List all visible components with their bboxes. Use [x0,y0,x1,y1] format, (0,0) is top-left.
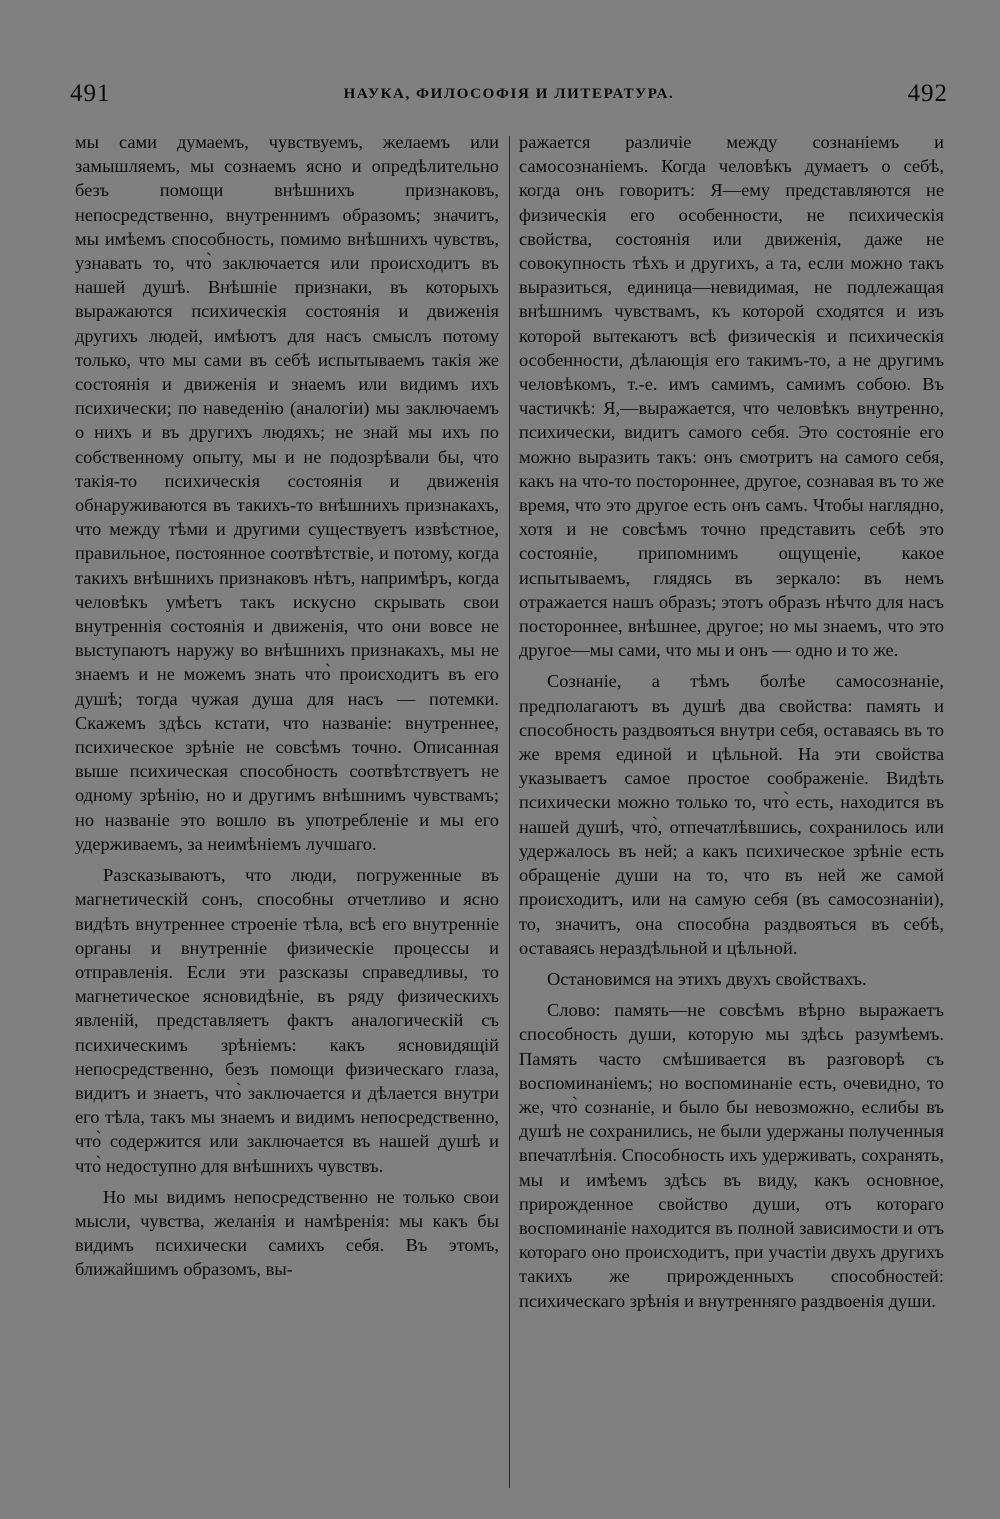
right-column [519,130,944,1320]
left-paragraph-3: Но мы видимъ непосредственно не только свои мысли, чувства, желанія и намѣренія: мы какъ бы видимъ психически самихъ себя. Въ этомъ, ближайшимъ образомъ, вы- [75,1186,499,1280]
running-header [70,80,948,114]
left-paragraph-1: мы сами думаемъ, чувствуемъ, желаемъ или замышляемъ, мы сознаемъ ясно и опредѣлительно безъ помощи внѣшнихъ признаковъ, непосредственно, внутреннимъ образомъ; значитъ, мы имѣемъ способность, помимо внѣшнихъ чувствъ, узнавать то, что̀ заключается или происходитъ въ нашей душѣ. Внѣшніе признаки, въ которыхъ выражаются психическія состоянія и движенія другихъ людей, имѣютъ для насъ смыслъ потому только, что мы сами въ себѣ испытываемъ такія же состоянія и движенія и знаемъ или видимъ ихъ психически; по наведенію (аналогіи) мы заключаемъ о нихъ и въ другихъ людяхъ; не знай мы ихъ по собственному опыту, мы и не подозрѣвали бы, что такія-то психическія состоянія и движенія обнаруживаются въ такихъ-то внѣшнихъ признакахъ, что между тѣми и другими существуетъ извѣстное, правильное, постоянное соотвѣтствіе, и потому, когда такихъ внѣшнихъ признаковъ нѣтъ, напримѣръ, когда человѣкъ умѣетъ такъ искусно скрывать свои внутреннія состоянія и движенія, что они вовсе не выступаютъ наружу во внѣшнихъ признакахъ, мы не знаемъ и не можемъ знать что̀ происходитъ въ его душѣ; тогда чужая душа для насъ — потемки. Скажемъ здѣсь кстати, что названіе: внутреннее, психическое зрѣніе не совсѣмъ точно. Описанная выше психическая способность соотвѣтствуетъ не одному зрѣнію, но и другимъ внѣшнимъ чувствамъ; но названіе это вошло въ употребленіе и мы его удерживаемъ, за неимѣніемъ лучшаго. [75,132,499,854]
left-paragraph-2: Разсказываютъ, что люди, погруженные въ магнетическій сонъ, способны отчетливо и ясно видѣть внутреннее строеніе тѣла, всѣ его внутренніе органы и внутренніе физическіе процессы и отправленія. Если эти разсказы справедливы, то магнетическое ясновидѣніе, въ ряду физическихъ явленій, представляетъ фактъ аналогическій съ психическимъ зрѣніемъ: какъ ясновидящій непосредственно, безъ помощи физическаго глаза, видитъ и знаетъ, что̀ заключается и дѣлается внутри его тѣла, такъ мы знаемъ и видимъ непосредственно, что̀ содержится или заключается въ нашей душѣ и что̀ недоступно для внѣшнихъ чувствъ. [75,865,499,1176]
left-column [75,130,499,1289]
right-paragraph-3: Остановимся на этихъ двухъ свойствахъ. [547,968,867,989]
page-number-left: 491 [70,80,111,107]
running-title: НАУКА, ФИЛОСОФІЯ И ЛИТЕРАТУРА. [343,86,675,102]
page-number-right: 492 [907,80,948,107]
right-paragraph-1: ражается различіе между сознаніемъ и самосознаніемъ. Когда человѣкъ думаетъ о себѣ, когда онъ говоритъ: Я—ему представляются не физическія его особенности, не психическія свойства, состоянія или движенія, даже не совокупность тѣхъ и другихъ, а та, если можно такъ выразиться, единица—невидимая, не подлежащая внѣшнимъ чувствамъ, къ которой сходятся и изъ которой вытекаютъ всѣ физическія и психическія особенности, дѣлающія его такимъ-то, а не другимъ человѣкомъ, т.-е. имъ самимъ, самимъ собою. Въ частичкѣ: Я,—выражается, что человѣкъ внутренно, психически, видитъ самого себя. Это состояніе его можно выразить такъ: онъ смотритъ на самого себя, какъ на что-то постороннее, другое, сознавая въ то же время, что это другое есть онъ самъ. Чтобы наглядно, хотя и не совсѣмъ точно представить себѣ это состояніе, припомнимъ ощущеніе, какое испытываемъ, глядясь въ зеркало: въ немъ отражается нашъ образъ; этотъ образъ нѣчто для насъ постороннее, внѣшнее, другое; но мы знаемъ, что это другое—мы сами, что мы и онъ — одно и то же. [519,132,944,661]
column-divider [509,136,510,1488]
right-paragraph-2: Сознаніе, а тѣмъ болѣе самосознаніе, предполагаютъ въ душѣ два свойства: память и способность раздвояться внутри себя, оставаясь въ то же время единой и цѣльной. На эти свойства указываетъ самое простое соображеніе. Видѣть психически можно только то, что̀ есть, находится въ нашей душѣ, что̀, отпечатлѣвшись, сохранилось или удержалось въ ней; а какъ психическое зрѣніе есть обращеніе души на то, что въ ней же самой происходитъ, или на самую себя (въ самосознаніи), то, значитъ, она способна раздвояться въ себѣ, оставаясь нераздѣльной и цѣльной. [519,671,944,958]
right-paragraph-4: Слово: память—не совсѣмъ вѣрно выражаетъ способность души, которую мы здѣсь разумѣемъ. Память часто смѣшивается въ разговорѣ съ воспоминаніемъ; но воспоминаніе есть, очевидно, то же, что̀ сознаніе, и было бы невозможно, еслибы въ душѣ не сохранились, не были удержаны полученныя впечатлѣнія. Способность ихъ удерживать, сохранять, мы и имѣемъ здѣсь въ виду, какъ основное, прирожденное свойство души, отъ котораго воспоминаніе находится въ полной зависимости и отъ котораго оно происходитъ, при участіи двухъ другихъ такихъ же прирожденныхъ способностей: психическаго зрѣнія и внутренняго раздвоенія души. [519,1000,944,1311]
